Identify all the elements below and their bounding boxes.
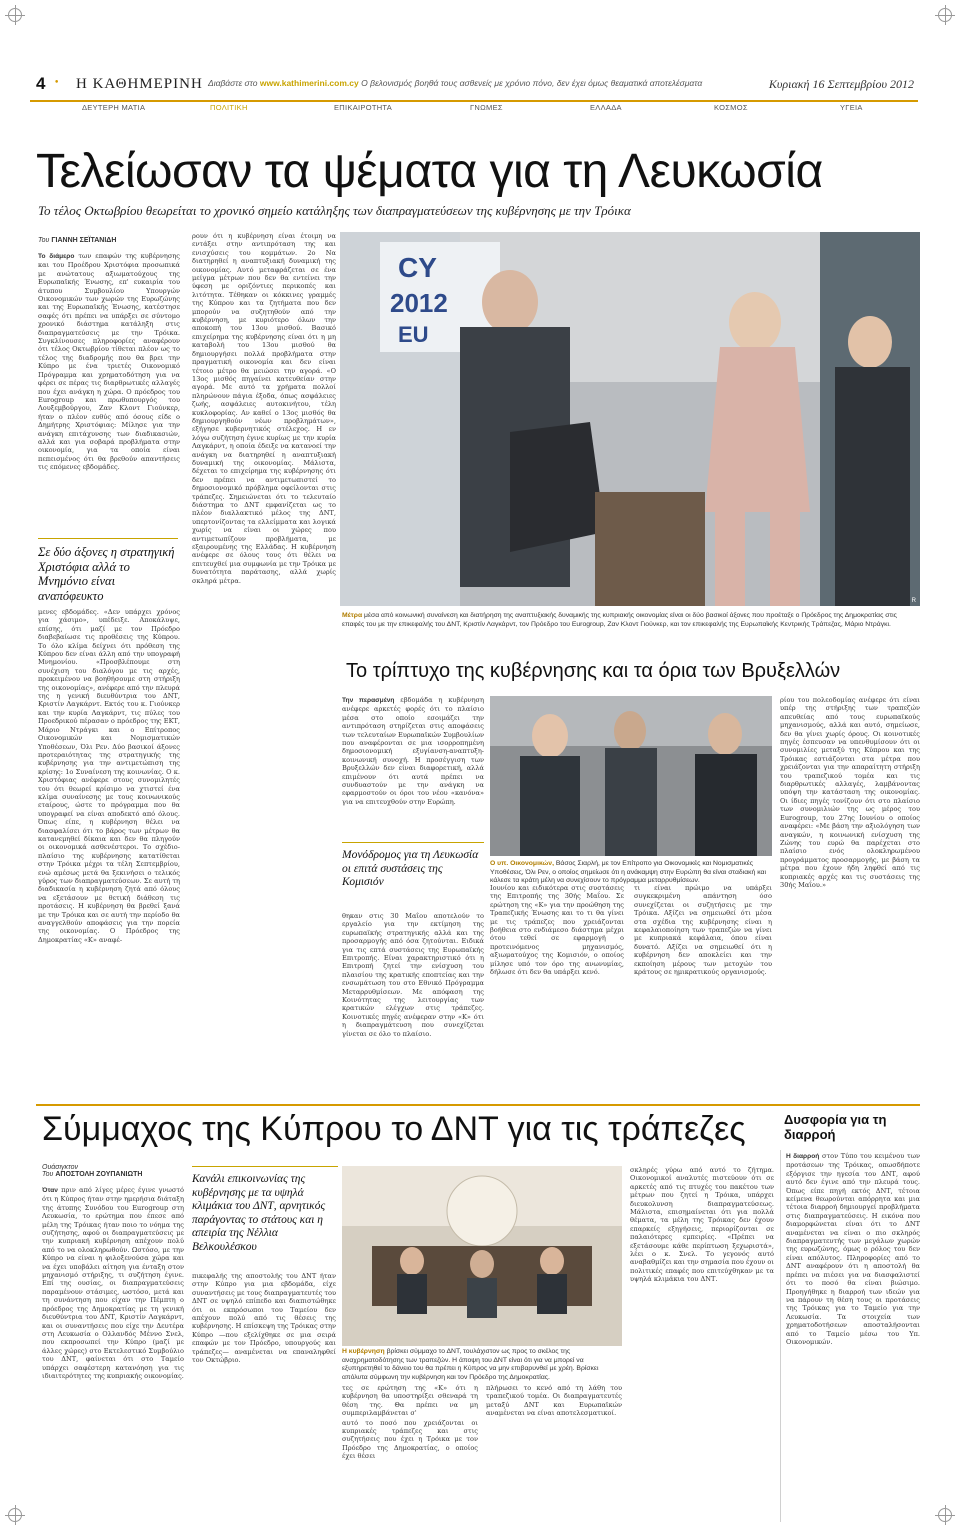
article3-photo-caption [342, 1348, 620, 1382]
nav-item[interactable]: ΓΝΩΜΕΣ [470, 103, 503, 112]
nav-item[interactable]: ΚΟΣΜΟΣ [714, 103, 748, 112]
nav-item[interactable]: ΔΕΥΤΕΡΗ ΜΑΤΙΑ [82, 103, 146, 112]
sidebox-title: Δυσφορία για τη διαρροή [784, 1112, 887, 1142]
registration-mark [938, 8, 952, 22]
article2-pull-quote: Μονόδρομος για τη Λευκωσία οι επιτά συστάσεις της Κομισιόν [342, 842, 484, 890]
photo-illustration [340, 232, 920, 606]
article2-column-2 [490, 884, 624, 1100]
article3-column-3b [342, 1384, 478, 1522]
body-text: πικεφαλής της αποστολής του ΔΝΤ ήταν στην Κύπρο για μια εβδομάδα, είχε συναντήσεις με τους διαπραγματευτές του ΔΝΤ σε υψηλό επίπεδο και διαπιστώθηκε ότι οι εκπρόσωποι του Ταμείου δεν απέχουν πολύ από τις θέσεις της κυβέρνησης. Η επίσκεψη της Τρόικας στην Κύπρο —που εξελίχθηκε σε μια σειρά επαφών με τον Πρόεδρο, υπουργούς και τράπεζες— αναμένεται να επαναληφθεί τον Οκτώβριο. [192, 1272, 336, 1365]
svg-text:CY: CY [398, 252, 437, 283]
byline-place: Ουάσιγκτον [42, 1164, 78, 1171]
body-text: των επαφών της κυβέρνησης και του Προέδρου Χριστόφια προσωπικά με ανώτατους αξιωματούχους της Ευρωπαϊκής Ένωσης, επ' ευκαιρία του άτυπου Συμβουλίου Υπουργών Οικονομικών των χωρών της Ευρωζώνης και της Ευρωπαϊκής Ένωσης, κατέστησε σαφές ότι πρέπει να υπάρξει σε σύντομο χρονικό διάστημα κατάληξη στις διαπραγματεύσεις με την Τρόικα. Συγκλίνουσες πληροφορίες αναφέρουν ότι τέλος Οκτωβρίου τίθεται πλέον ως το τέλος της διαδρομής που θα βρει την Κύπρο με ένα τριετές Οικονομικό Πρόγραμμα και χρηματοδότηση για να φέρει σε πέρας τις διαρθρωτικές αλλαγές που έχει ανάγκη η χώρα. Ο πρόεδρος του Eurogroup και πρωθυπουργός του Λουξεμβούργου, Ζαν Κλοντ Γιούνκερ, ήταν ο πλέον ευθύς από όσους είδε ο Δημήτρης Χριστόφιας: Μίλησε για την ανάγκη επιτάχυνσης των διαδικασιών, αλλά και για σοβαρά προβλήματα στην οικονομία, για τα οποία είναι πεπεισμένος ότι θα βρεθούν απαντήσεις τις επόμενες εβδομάδες. [38, 252, 180, 472]
caption-text: Βάσος Σιαρλή, με τον Επίτροπο για Οικονομικές και Νομισματικές Υποθέσεις, Όλι Ρεν, ο οποίος σημείωσε ότι η ανάκαμψη στην Ευρώπη θα είναι σταδιακή και κάλεσε τα κράτη μέλη να συνεχίσουν το πρόγραμμα μεταρρυθμίσεων. [490, 860, 766, 885]
section-divider [36, 1104, 920, 1106]
article3-column-2 [192, 1272, 336, 1522]
article3-pull-quote: Κανάλι επικοινωνίας της κυβέρνησης με τα υψηλά κλιμάκια του ΔΝΤ, αρνητικός παράγοντας το στάτους και η απειρία της Νέλλια Βελκουλέσκου [192, 1166, 338, 1254]
body-text: στον Τύπο του κειμένου των προτάσεων της Τρόικας, οπωσδήποτε εξόργισε την ηγεσία του ΔΝΤ, αφού αυτό δεν έγινε από την πλευρά τους. Όπως είπε πηγή εκτός ΔΝΤ, τέτοια κείμενα θεωρούνται απόρρητα και μια τέτοια διαρροή δημιουργεί προβλήματα στις διαπραγματεύσεις. Η εικόνα που διαμορφώνεται είναι ότι το ΔΝΤ αναμένεται να είναι ο πιο σκληρός διαπραγματευτής των μεγάλων χωρών της ευρωζώνης, όμως ο ρόλος του δεν είναι απόλυτος. Πληροφορίες από το ΔΝΤ αναφέρουν ότι η αποστολή θα πρέπει να πιέσει για να διασφαλιστεί ότι το ποσό θα είναι βιώσιμο. Προηγήθηκε η διαρροή των ιδεών για να πάρουν τη θέση τους οι προτάσεις της Τρόικας για το Ταμείο για την Λευκωσία. Τα στοιχεία των χρηματοδοτήσεων αποσταλήσονται από το Ταμείο μέσω του Υπ. Οικονομικών. [786, 1152, 920, 1346]
sidebox-text [786, 1152, 920, 1522]
article3-column-3 [630, 1166, 774, 1522]
svg-text:EU: EU [398, 322, 429, 347]
registration-mark [8, 8, 22, 22]
nav-item[interactable]: ΕΠΙΚΑΙΡΟΤΗΤΑ [334, 103, 393, 112]
byline-prefix: Του [42, 1171, 54, 1178]
header-bullet: • [54, 78, 60, 88]
body-text: Ιουνίου και ειδικότερα στις συστάσεις της Επιτροπής της 30ής Μαΐου. Σε ερώτηση της «Κ» για την προώθηση της Τραπεζικής Ένωσης και το τι θα γίνει με τις τράπεζες που χρειάζονται βοήθεια στο ενδιάμεσο διάστημα μέχρι ότου τεθεί σε εφαρμογή ο προτεινόμενος μηχανισμός, αξιωματούχος της Κομισιόν, ο οποίος μίλησε υπό τον όρο της ανωνυμίας, δήλωσε ότι δεν θα υπάρξει κενό. [490, 884, 624, 977]
nav-item[interactable]: ΥΓΕΙΑ [840, 103, 863, 112]
article1-column-1 [38, 252, 180, 532]
promo-text: Ο βελονισμός βοηθά τους ασθενείς με χρόνιο πόνο, δεν έχει όμως θεαματικά αποτελέσματα [361, 78, 703, 88]
registration-mark [938, 1508, 952, 1522]
eurogroup-meeting-photo [340, 232, 920, 606]
article3-byline [42, 1164, 142, 1178]
byline-prefix: Του [38, 237, 50, 244]
photo-credit: R [911, 598, 916, 604]
article1-subhead: Το τέλος Οκτωβρίου θεωρείται το χρονικό σημείο κατάληξης των διαπραγματεύσεων της κυβέρνησης με την Τρόικα [38, 203, 631, 218]
nav-item[interactable]: ΕΛΛΑΔΑ [590, 103, 622, 112]
article3-headline: Σύμμαχος της Κύπρου το ΔΝΤ για τις τράπεζες [42, 1110, 746, 1148]
lead-word: Την περασμένη [342, 697, 395, 704]
caption-lead: Μέτρα [342, 612, 363, 619]
registration-mark [8, 1508, 22, 1522]
page-header [30, 72, 918, 100]
article2-column-1b [342, 912, 484, 1100]
byline-name: ΑΠΟΣΤΟΛΗ ΖΟΥΠΑΝΙΩΤΗ [55, 1171, 143, 1178]
byline-name: ΓΙΑΝΝΗ ΣΕΪΤΑΝΙΔΗ [51, 237, 117, 244]
article1-headline: Τελείωσαν τα ψέματα για τη Λευκωσία [36, 145, 823, 198]
header-promo [208, 78, 702, 88]
article2-headline: Το τρίπτυχο της κυβέρνησης και τα όρια των Βρυξελλών [346, 660, 841, 682]
article1-photo-caption [342, 612, 917, 629]
sidebox-rule [780, 1150, 781, 1522]
body-text: τι είναι πρώιμο να υπάρξει συγκεκριμένη απάντηση όσο συνεχίζεται οι συζητήσεις με την Τρόικα. Αξίζει να σημειωθεί ότι μέσα στα σχέδια της κυβέρνησης είναι η κεφαλαιοποίηση των τραπεζών να γίνει με κυπριακά κεφάλαια, όπου είναι δυνατό. Αξίζει να σημειωθεί ότι η κυβέρνηση δεν αποκλείει και την εκποίηση μέρους των μετοχών του κράτους σε ημικρατικούς οργανισμούς. [634, 884, 772, 977]
caption-text: βρίσκει σύμμαχο το ΔΝΤ, τουλάχιστον ως προς το σκέλος της αναχρηματοδότησης των τραπεζών. Η άποψη του ΔΝΤ είναι ότι για να μπορεί να εξυπηρετηθεί το δάνειο του θα πρέπει η Κύπρος να μην επιβαρυνθεί με χρέη. Βρίσκει απόλυτα σύμφωνη την κυβέρνηση και τον Πρόεδρο της Δημοκρατίας. [342, 1348, 599, 1381]
article2-photo-caption [490, 860, 772, 886]
article1-pull-quote: Σε δύο άξονες η στρατηγική Χριστόφια αλλά το Μνημόνιο είναι αναπόφευκτο [38, 538, 178, 603]
lead-word: Η διαρροή [786, 1153, 820, 1160]
article2-column-4 [780, 696, 920, 1100]
caption-lead: Ο υπ. Οικονομικών, [490, 860, 554, 867]
article2-column-1 [342, 696, 484, 836]
body-text: πλήρωσει το κενό από τη λάθη του τραπεζικού τομέα. Οι διαπραγματευτές μεταξύ ΔΝΤ και Ευρωπαϊκών αναμένεται να είναι αποτελεσματικοί. [486, 1384, 622, 1418]
page-number: 4 [36, 74, 46, 93]
caption-lead: Η κυβέρνηση [342, 1348, 385, 1355]
promo-prefix: Διαβάστε στο [208, 78, 258, 88]
lead-word: Όταν [42, 1187, 58, 1194]
newspaper-name: Η ΚΑΘΗΜΕΡΙΝΗ [76, 76, 203, 92]
issue-date: Κυριακή 16 Σεπτεμβρίου 2012 [768, 77, 914, 91]
body-text: θηκαν στις 30 Μαΐου αποτελούν το εργαλείο για την εκτίμηση της ευρωπαϊκής στρατηγικής αλλά και της προσαρμογής από όσα ζητούνται. Ειδικά για τις επτά συστάσεις της Ευρωπαϊκής Επιτροπής. Είναι χαρακτηριστικό ότι η Επιτροπή ζητεί την ενίσχυση του πλαισίου της κρατικής εποπτείας και την ενσωμάτωση του στο Εθνικό Πρόγραμμα Μεταρρυθμίσεων. Με απόφαση της Κοινότητας της λειτουργίας των κρατικών ελέγχων στις τράπεζες. Κοινοτικές πηγές ανέφεραν στην «Κ» ότι η διαπραγμάτευση που συνεχίζεται γίνεται σε όλο το πλαίσιο. [342, 912, 484, 1038]
body-text: αυτό το ποσό που χρειάζονται οι κυπριακές τράπεζες και στις συζητήσεις που έχει η Τρόικα με τον Πρόεδρο της Δημοκρατίας, ο οποίος έχει θέσει [342, 1418, 478, 1461]
photo-illustration [490, 696, 772, 856]
body-text: εβδομάδα η κυβέρνηση ανέφερε αρκετές φορές ότι το πλαίσιο μέσα στο οποίο εσοιμάζει την αντιπρόταση στηρίζεται στις αποφάσεις των τελευταίων Ευρωπαϊκών Συμβουλίων που αναφέρονται σε μια ισορροπημένη δημοσιονομική εξυγίανση-αναπτυξη-κοινωνική συνοχή. Η προσέγγιση των Βρυξελλών δεν είναι διαφορετική, αλλά επιμένουν ότι αυτά πρέπει να συνδυαστούν με την ανάγκη να εφαρμοστούν οι όροι του νέου «κανόνα» για να επιτευχθούν στην Ευρώπη. [342, 696, 484, 806]
article2-column-3 [634, 884, 772, 1100]
photo-illustration [342, 1166, 622, 1346]
lead-word: Το διάμερο [38, 253, 75, 260]
body-text: πριν από λίγες μέρες έγινε γνωστό ότι η Κύπρος ήταν στην ημερήσια διάταξη της άτυπης Συνόδου του Eurogroup στη Λευκωσία, το ερώτημα που έπεσε από μέλη της Τρόικας ήταν ποιο το νόημα της συζήτησης, αφού οι διαπραγματεύσεις με την κυπριακή κυβέρνηση απέχουν πολύ από το να ολοκληρωθούν. Ωστόσο, με την Κύπρο να είναι η φιλοξενούσα χώρα και να έχει υποβάλει αίτηση για ένταξη στον μηχανισμό στήριξης, τι συζήτηση έγινε. Επί της ουσίας, οι διαπραγματεύσεις παραμένουν στάσιμες, ωστόσο, μετά και τη συνάντηση που είχαν την Πέμπτη ο πρόεδρος της Δημοκρατίας με τη γενική διευθύντρια του ΔΝΤ, Κριστίν Λαγκάρντ, και οι συναντήσεις που είχε την Δευτέρα στη Λευκωσία ο Ολλανδός Μέννο Σνελ, που εκπροσωπεί την Κύπρο (μαζί με άλλες χώρες) στο Εκτελεστικό Συμβούλιο του ΔΝΤ, φαίνεται ότι στο Ταμείο υπάρχει σαφέστερη κατανόηση για τις ιδιαιτερότητες της κυπριακής οικονομίας. [42, 1186, 184, 1380]
nav-item-active[interactable]: ΠΟΛΙΤΙΚΗ [210, 103, 248, 112]
article3-column-1 [42, 1186, 184, 1522]
body-text: σκληρές γύρω από αυτό το ζήτημα. Οικονομικοί αναλυτές πιστεύουν ότι σε αρκετές από τις πτυχές του πακέτου των μέτρων που ζητεί η Τρόικα, υπάρχει διευκολυνση διαπραγματεύσεως. Μάλιστα, επισημαίνεται ότι για πολλά θέματα, τα μέλη της Τρόικας δεν έχουν επαρκείς εξηγήσεις, περιορίζονται σε παλαιότερες εμπειρίες. «Πρέπει να εξετάσουμε κάθε περίπτωση ξεχωριστά», λέει ο κ. Σνελ. Το γεγονός αυτό αναβαθμίζει και την σημασία που έχουν οι πολιτικές επαφές που επιτεύχθηκαν με τα υψηλά κλιμάκια του ΔΝΤ. [630, 1166, 774, 1284]
svg-text:2012: 2012 [390, 288, 448, 318]
meeting-room-photo [342, 1166, 622, 1346]
article1-column-1b [38, 608, 180, 1180]
body-text: ρίου του πολεοδομίας ανέφερε ότι είναι υπέρ της στήριξης των τραπεζών απευθείας από τους ευρωπαϊκούς μηχανισμούς, αλλά και αυτό, σημείωσε, δεν θα γίνει χωρίς όρους. Οι κοινοτικές πηγές έσπευσαν να υπενθυμίσουν ότι οι συνομιλίες μεταξύ της Κύπρου και της Τρόικας εστιάζονται στα μέτρα που χρειάζονται για την απαραίτητη στήριξη του τραπεζικού τομέα και τις διαρθρωτικές αλλαγές, λαμβάνοντας υπόψη την κατάσταση της οικονομίας. Οι ίδιες πηγές τονίζουν ότι στο πλαίσιο των συνομιλιών της ως μέρος του Eurogroup, του 27ης Ιουνίου ο οποίος αναφέρει: «Με βάση την αξιολόγηση των αναγκών, η κοινωνική ενίσχυση της Ζώνης του ευρώ θα παρέχεται στο πλαίσιο ενός ολοκληρωμένου προγράμματος προσαρμογής, με βάση τα μέτρα που έχουν ήδη ληφθεί από τις κυπριακές αρχές και τις συστάσεις της 30ής Μαΐου.» [780, 696, 920, 889]
article1-column-2 [192, 232, 336, 1180]
body-text: ρουν ότι η κυβέρνηση είναι έτοιμη να εντάξει στην αντιπρόταση της και ενισχύσεις του κομμάτων. 2ο Να διατηρηθεί η αναπτυξιακή δυναμική της οικονομίας. Αυτό μεταφράζεται σε ένα μείγμα μέτρων που δεν θα εντείνει την ύφεση με οριζόντιες περικοπές και λιτότητα. Τέθηκαν οι κόκκινες γραμμές της Κύπρου και τα ζητήματα που δεν μπορούν να συζητηθούν από την κυβέρνηση, με κυριότερο όλων την αποκοπή του 13ου μισθού. Βασικό επιχείρημα της κυβέρνησης είναι ότι η μη καταβολή του 13ου μισθού θα δημιουργήσει πολλά προβλήματα στην πραγματική οικονομία και δεν είναι τέτοιο μέτρο θα μειώσει την αγορά. «Ο 13ος μισθός πηγαίνει κατευθείαν στην αγορά. Με αυτό τα χρήματα πολλοί πληρώνουν πάγια έξοδα, όπως ασφάλειες ζωής, ασφάλειες αυτοκινήτου, τέλη κυκλοφορίας. Αν καθεί ο 13ος μισθός θα δημιουργηθούν νέων προβλημάτων», εξήγησε κυβερνητικός στέλεχος. Η εν λόγω συζήτηση έγινε κυρίως με την κυρία Λαγκάρντ, η οποία έδειξε να κατανοεί την ανάγκη να διατηρηθεί η αναπτυξιακή δυναμική της οικονομίας. Μάλιστα, δέχεται το επιχείρημα της κυβέρνησης ότι δεν πρέπει να αντιμετωπιστεί το δημοσιονομικό πρόβλημα οφείλονται στις τράπεζες. Σημειώνεται ότι το τελευταίο διάστημα το ΔΝΤ εμφανίζεται ως το πλέον διαλλακτικό μέλος της ΔΝΤ, υπερτονίζοντας τα ελλείμματα και λογικά χωρίς να είναι οι χώρες που αντιμετωπίζουν προβλήματα, με εξαιρουμένης της Ελλάδας. Η κυβέρνηση ανέφερε σε όλους τους ότι θέλει να επιτευχθεί μια συμφωνία με την Τρόικα με δυνατότητα παράτασης, αλλά χωρίς σκληρά μέτρα. [192, 232, 336, 585]
body-text: τες σε ερώτηση της «Κ» ότι η κυβέρνηση θα υποστηρίξει σθεναρά τη θέση της. Θα πρέπει να μη συμπεριλαμβάνεται σ' [342, 1384, 478, 1418]
rehn-minister-photo [490, 696, 772, 856]
caption-text: μέσα από κοινωνική συναίνεση και διατήρηση της αναπτυξιακής δυναμικής της κυπριακής οικονομίας είναι οι δύο βασικοί άξονες που προέταξε ο Πρόεδρος της Δημοκρατίας στις επαφές του με την επικεφαλής του ΔΝΤ, Κριστίν Λαγκάρντ, τον Πρόεδρο του Eurogroup, Ζαν Κλοντ Γιούνκερ, και τον επικεφαλής της Ευρωπαϊκής Κεντρικής Τράπεζας, Μάριο Ντράγκι. [342, 612, 897, 628]
body-text: μενες εβδομάδες. «Δεν υπάρχει χρόνος για χάσιμο», υπέδειξε. Αποκάλυψε, επίσης, ότι μαζί με τον Πρόεδρο διαβεβαίωσε τις προθέσεις της Κύπρου. Το όλο κλίμα δείχνει ότι πρόθεση της Κύπρου δεν είναι άλλη από την υπογραφή Μνημονίου. «Προσβλέπουμε στη συνέχιση του διαλόγου με τις αρχές, προκειμένου να βοηθήσουμε στη στήριξη της οικονομίας», ανέφερε από την πλευρά της η γενική διευθύντρια του ΔΝΤ, Κριστίν Λαγκάρντ. Εκτός του κ. Γιούνκερ και την κυρία Λαγκάρντ, τις πύλες του Προεδρικού πέρασαν ο πρόεδρος της ΕΚΤ, Μάριο Ντράγκι και ο Επίτροπος Οικονομικών και Νομισματικών Υποθέσεων, Όλι Ρεν. Δύο βασικοί άξονες προτεραιότητας της στρατηγικής της κυβέρνησης για την αντιμετώπιση της κρίσης: 1ο Συναίνεση της κοινωνίας. Ο κ. Χριστόφιας ανέφερε στους συνομιλητές του ότι θεωρεί κρίσιμο να χτιστεί ένα κλίμα συναίνεσης με τους κοινωνικούς εταίρους, ώστε το πρόγραμμα που θα υπογραφεί να είναι αποδεκτό από όλους. Όπως είπε, η κυβέρνηση θέλει να διασφαλίσει ότι το βάρος των μέτρων θα κατανεμηθεί δίκαια και δεν θα πληγούν οι οικονομικά ασθενέστεροι. Το σχέδιο-πλαίσιο της κυβέρνησης κατατίθεται στην Τρόικα μέχρι τα τέλη Σεπτεμβρίου, ενώ αμέσως μετά θα ξεκινήσει ο τελικός γύρος των διαπραγματεύσεων. Σε αυτή τη διαδικασία η κυβέρνηση ζητά από όλους να εξετάσουν με θετική διάθεση τις προτάσεις. Η κυβέρνηση θα βρεθεί ξανά με την Τρόικα και σε αυτή την περίοδο θα αναγγελθούν αποφάσεις για την πορεία της οικονομίας. Ο Πρόεδρος της Δημοκρατίας «Κ» αναφέ- [38, 608, 180, 944]
section-nav [30, 100, 918, 112]
promo-site-link[interactable]: www.kathimerini.com.cy [259, 78, 359, 88]
article1-byline [38, 237, 116, 244]
article3-column-4 [486, 1384, 622, 1522]
